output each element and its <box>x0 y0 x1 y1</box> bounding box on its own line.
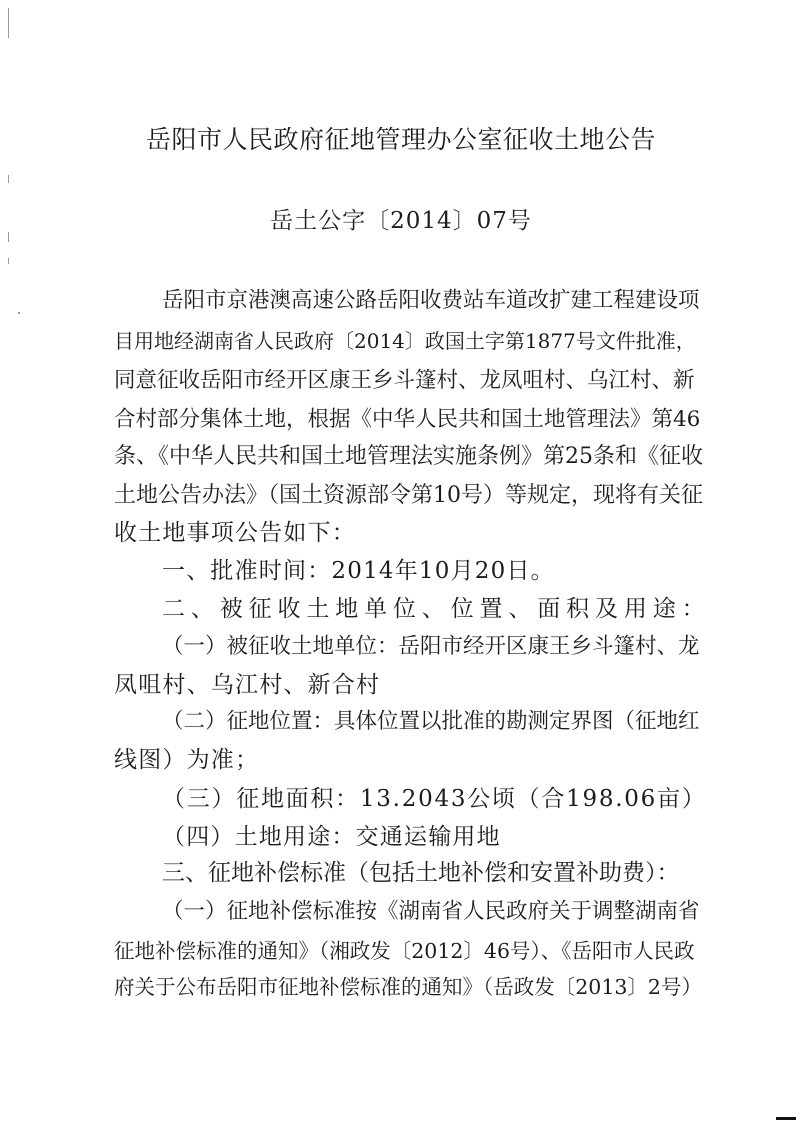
body-line: （一）征地补偿标准按《湖南省人民政府关于调整湖南省 <box>162 899 700 924</box>
body-line: 征地补偿标准的通知》（湘政发〔2012〕46号）、《岳阳市人民政 <box>114 939 695 963</box>
notice-title: 岳阳市人民政府征地管理办公室征收土地公告 <box>145 125 656 154</box>
body-line: 收土地事项公告如下： <box>114 520 356 546</box>
body-line: 条、《中华人民共和国土地管理法实施条例》第25条和《征收 <box>114 444 703 469</box>
section-heading: 二、被征收土地单位、位置、面积及用途： <box>162 596 711 622</box>
body-line: （一）被征收土地单位：岳阳市经开区康王乡斗篷村、龙 <box>162 634 700 659</box>
body-line: 同意征收岳阳市经开区康王乡斗篷村、龙凤咀村、乌江村、新 <box>114 368 695 393</box>
body-line: 目用地经湖南省人民政府〔2014〕政国土字第1877号文件批准， <box>114 329 696 353</box>
area-line: （三）征地面积：13.2043公顷（合198.06亩） <box>162 786 707 812</box>
body-line: 府关于公布岳阳市征地补偿标准的通知》（岳政发〔2013〕2号） <box>114 975 702 999</box>
body-line: 土地公告办法》（国土资源部令第10号）等规定，现将有关征 <box>114 483 703 508</box>
scan-margin-mark <box>8 175 9 183</box>
body-line: 线图）为准； <box>114 747 260 773</box>
body-line: 岳阳市京港澳高速公路岳阳收费站车道改扩建工程建设项 <box>162 288 700 313</box>
scan-margin-mark <box>8 8 9 38</box>
document-number: 岳土公字〔2014〕07号 <box>270 208 532 234</box>
body-line: （二）征地位置：具体位置以批准的勘测定界图（征地红 <box>162 709 700 734</box>
scan-speck <box>18 312 20 314</box>
section-heading: 三、征地补偿标准（包括土地补偿和安置补助费）： <box>162 860 680 886</box>
body-line: 凤咀村、乌江村、新合村 <box>114 672 381 698</box>
approval-time-line: 一、批准时间：2014年10月20日。 <box>162 558 555 584</box>
scan-margin-mark <box>8 258 9 264</box>
body-line: 合村部分集体土地，根据《中华人民共和国土地管理法》第46 <box>114 407 701 432</box>
land-use-line: （四）土地用途：交通运输用地 <box>162 824 501 850</box>
scan-corner-mark <box>776 1117 796 1120</box>
